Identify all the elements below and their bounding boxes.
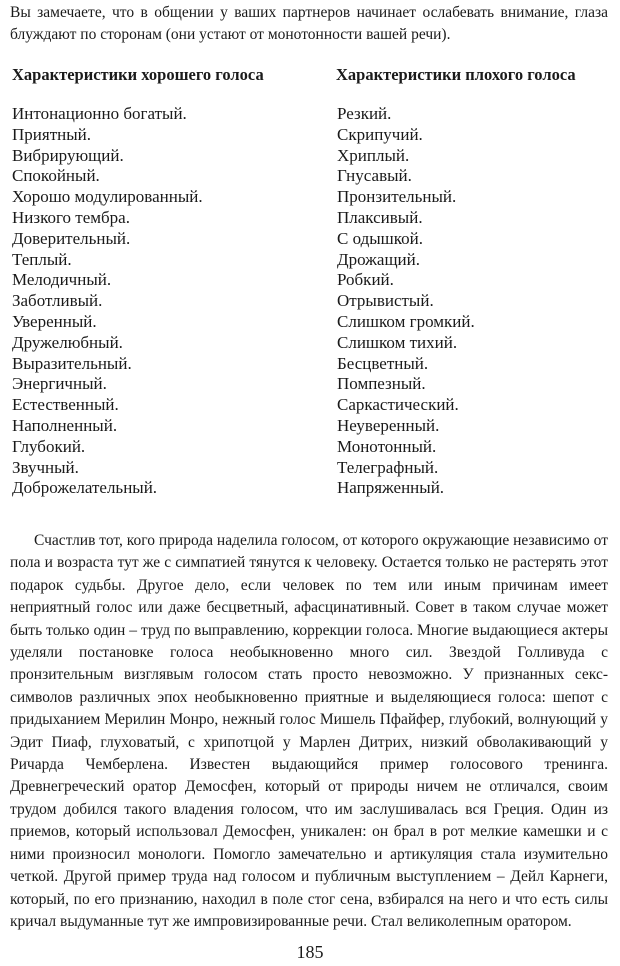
list-item: С одышкой.	[337, 228, 424, 248]
list-item: Вибрирующий.	[12, 145, 124, 165]
body-paragraph: Счастлив тот, кого природа наделила голосом, от которого окружающие независимо от пола и возраста тут же с симпатией тянутся к человеку. Остается только не растерять этот подарок судьбы. Другое дело, если человек по тем или иным причинам имеет неприятный голос или даже бесцветный, афасцинативный. Совет в таком случае может быть только один – труд по выправлению, коррекции голоса. Многие выдающиеся актеры уделяли постановке голоса необыкновенно много сил. Звездой Голливуда с пронзительным визглявым голосом стать просто невозможно. У признанных секс-символов различных эпох необыкновенно приятные и выделяющиеся голоса: шепот с придыханием Мерилин Монро, нежный голос Мишель Пфайфер, глубокий, волнующий у Эдит Пиаф, глуховатый, с хрипотцой у Марлен Дитрих, низкий обволакивающий у Ричарда Чемберлена. Известен выдающийся пример голосового тренинга. Древнегреческий оратор Демосфен, который от природы ничем не отличался, своим трудом добился такого владения голосом, что им заслушивалась вся Греция. Один из приемов, который использовал Демосфен, уникален: он брал в рот мелкие камешки и с ними произносил монологи. Помогло замечательно и артикуляция стала изумительно четкой. Другой пример труда над голосом и публичным выступлением – Дейл Карнеги, который, по его признанию, находил в поле стог сена, взбирался на него и что есть силы кричал выдуманные тут же импровизированные речи. Стал великолепным оратором.	[10, 532, 608, 930]
list-item: Низкого тембра.	[12, 207, 130, 227]
list-item: Саркастический.	[337, 395, 459, 415]
list-item: Гнусавый.	[337, 166, 412, 186]
page-number: 185	[296, 942, 324, 962]
list-item: Уверенный.	[12, 311, 97, 331]
good-voice-heading: Характеристики хорошего голоса	[12, 65, 264, 84]
list-item: Телеграфный.	[337, 457, 439, 477]
list-item: Глубокий.	[12, 436, 86, 456]
list-item: Интонационно богатый.	[12, 104, 187, 123]
list-item: Пронзительный.	[337, 187, 457, 207]
list-item: Выразительный.	[12, 353, 132, 373]
list-item: Слишком громкий.	[337, 311, 475, 331]
list-item: Энергичный.	[12, 374, 107, 394]
list-item: Отрывистый.	[337, 291, 434, 311]
list-item: Неуверенный.	[337, 415, 440, 435]
list-item: Звучный.	[12, 457, 79, 477]
list-item: Теплый.	[12, 249, 72, 269]
bad-voice-list	[337, 104, 475, 499]
list-item: Хорошо модулированный.	[12, 187, 203, 207]
list-item: Дружелюбный.	[12, 332, 123, 352]
list-item: Приятный.	[12, 124, 91, 144]
list-item: Напряженный.	[337, 478, 445, 498]
list-item: Плаксивый.	[337, 207, 423, 227]
list-item: Монотонный.	[337, 436, 437, 456]
list-item: Наполненный.	[12, 415, 118, 435]
list-item: Хриплый.	[337, 145, 410, 165]
list-item: Спокойный.	[12, 166, 100, 186]
list-item: Мелодичный.	[12, 270, 112, 290]
list-item: Естественный.	[12, 395, 119, 415]
list-item: Бесцветный.	[337, 353, 429, 373]
list-item: Заботливый.	[12, 291, 103, 311]
list-item: Резкий.	[337, 104, 392, 123]
list-item: Робкий.	[337, 270, 394, 290]
good-voice-list	[12, 104, 203, 499]
list-item: Доверительный.	[12, 228, 131, 248]
bad-voice-heading: Характеристики плохого голоса	[336, 65, 576, 84]
list-item: Слишком тихий.	[337, 332, 458, 352]
list-item: Помпезный.	[337, 374, 426, 394]
list-item: Скрипучий.	[337, 124, 423, 144]
list-item: Дрожащий.	[337, 249, 420, 269]
list-item: Доброжелательный.	[12, 478, 158, 498]
intro-paragraph: Вы замечаете, что в общении у ваших партнеров начинает ослабевать внимание, глаза блуждают по сторонам (они устают от монотонности вашей речи).	[10, 4, 608, 43]
